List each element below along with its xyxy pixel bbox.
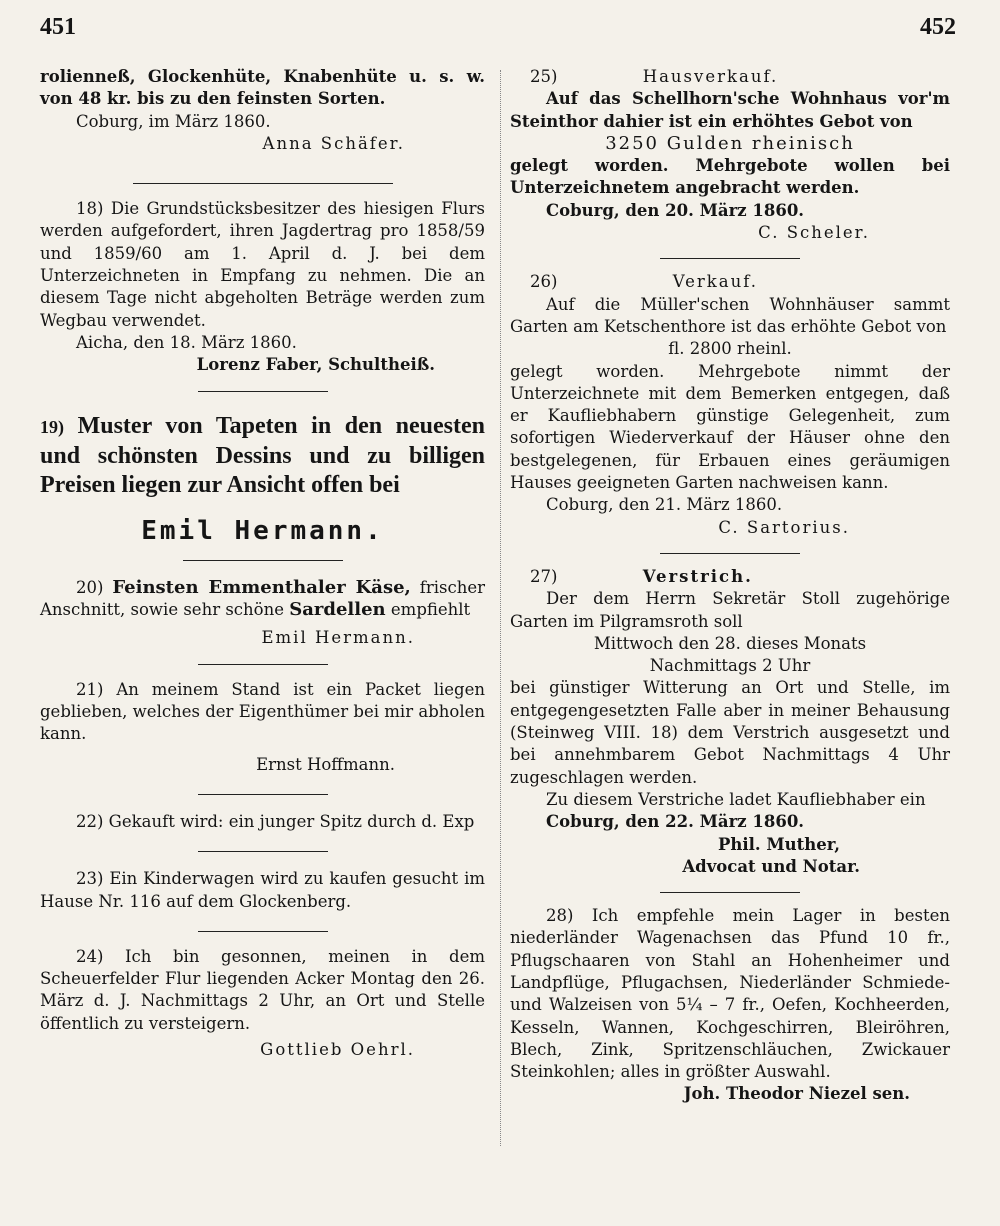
ad-27-text-2: bei günstiger Witterung an Ort und Stelle, im entgegengesetzten Falle aber in meiner Behausung (Steinweg VIII. 18) dem Verstrich ausgesetzt und bei annehmbarem Gebot Nachmittags 4 Uhr zugeschlagen werden. (510, 678, 950, 787)
ad-20-title-2: Sardellen (289, 599, 386, 621)
ad-26-place: Coburg, den 21. März 1860. (546, 495, 783, 515)
separator (198, 851, 328, 852)
separator (198, 664, 328, 665)
left-column (40, 66, 485, 1061)
ad-27-text-3: Zu diesem Verstriche ladet Kaufliebhaber ein (546, 789, 926, 809)
ad-26-signature: C. Sartorius. (718, 517, 850, 537)
ad-19-signature: Emil Hermann. (141, 515, 384, 546)
intro-place: Coburg, im März 1860. (76, 111, 271, 131)
ad-22-text: 22) Gekauft wird: ein junger Spitz durch d. Exp (76, 811, 475, 831)
ad-25-number: 25) (530, 67, 558, 86)
ad-25-title: Hausverkauf. (642, 67, 779, 86)
ad-18-signature: Lorenz Faber, Schultheiß. (196, 355, 435, 375)
ad-26-amount: fl. 2800 rheinl. (668, 339, 792, 359)
ad-20-number: 20) (76, 577, 104, 597)
ad-24-text: 24) Ich bin gesonnen, meinen in dem Scheuerfelder Flur liegenden Acker Montag den 26. März d. J. Nachmittags 2 Uhr, an Ort und Stelle öffentlich zu versteigern. (40, 946, 485, 1033)
ad-26-title: Verkauf. (672, 272, 758, 292)
ad-27-date: Mittwoch den 28. dieses Monats (593, 633, 867, 653)
intro-signature: Anna Schäfer. (262, 133, 405, 153)
ad-21-signature: Ernst Hoffmann. (256, 754, 395, 774)
ad-25-signature: C. Scheler. (758, 223, 870, 243)
ad-26-heading (510, 271, 950, 293)
ad-27-number: 27) (530, 566, 558, 586)
separator (133, 183, 393, 184)
ad-27-title: Verstrich. (642, 566, 753, 586)
ad-21-text: 21) An meinem Stand ist ein Packet liegen geblieben, welches der Eigenthümer bei mir abholen kann. (40, 679, 485, 744)
ad-26-number: 26) (530, 272, 558, 292)
ad-25-amount: 3250 Gulden rheinisch (605, 132, 855, 154)
ad-27-heading (510, 566, 950, 588)
ad-23-text: 23) Ein Kinderwagen wird zu kaufen gesucht im Hause Nr. 116 auf dem Glockenberg. (40, 869, 485, 911)
ad-25-place: Coburg, den 20. März 1860. (546, 200, 805, 220)
ad-20-body-2: empfiehlt (390, 600, 471, 620)
ad-20-signature: Emil Hermann. (261, 628, 415, 648)
ad-25-text-2: gelegt worden. Mehrgebote wollen bei Unterzeichnetem angebracht werden. (510, 156, 950, 198)
ad-19 (40, 412, 485, 500)
ad-27-signature-title: Advocat und Notar. (682, 856, 860, 876)
separator (660, 258, 800, 259)
ad-27-place: Coburg, den 22. März 1860. (546, 812, 805, 832)
ad-19-number: 19) (40, 416, 64, 437)
ad-28-signature: Joh. Theodor Niezel sen. (683, 1084, 910, 1104)
ad-18-place: Aicha, den 18. März 1860. (76, 332, 297, 352)
ad-28-text: 28) Ich empfehle mein Lager in besten niederländer Wagenachsen das Pfund 10 fr., Pflugschaaren von Stahl an Hohenheimer und Landpflüge, Pflugachsen, Niederländer Schmiede- und Walzeisen von 5¼ – 7 fr., Oefen, Kochheerden, Kesseln, Wannen, Kochgeschirren, Bleiröhren, Blech, Zink, Spritzenschläuchen, Zwickauer Steinkohlen; alles in größter Auswahl. (510, 906, 950, 1082)
intro-text: rolienneß, Glockenhüte, Knabenhüte u. s. w. von 48 kr. bis zu den feinsten Sorten. (40, 67, 485, 109)
ad-25-text: Auf das Schellhorn'sche Wohnhaus vor'm Steinthor dahier ist ein erhöhtes Gebot von (510, 89, 950, 131)
ad-24-signature: Gottlieb Oehrl. (260, 1040, 415, 1060)
separator (660, 892, 800, 893)
column-divider (500, 70, 501, 1146)
ad-18-text: 18) Die Grundstücksbesitzer des hiesigen Flurs werden aufgefordert, ihren Jagdertrag pro 1858/59 und 1859/60 am 1. April d. J. bei dem Unterzeichneten in Empfang zu nehmen. Die an diesem Tage nicht abgeholten Beträge werden zum Wegbau verwendet. (40, 199, 485, 330)
ad-20-title: Feinsten Emmenthaler Käse, (112, 576, 411, 598)
ad-25-heading (510, 66, 950, 88)
ad-26-text: Auf die Müller'schen Wohnhäuser sammt Garten am Ketschenthore ist das erhöhte Gebot von (510, 294, 950, 336)
right-column (510, 66, 950, 1106)
separator (198, 391, 328, 392)
ad-27-time: Nachmittags 2 Uhr (649, 656, 811, 676)
ad-26-text-2: gelegt worden. Mehrgebote nimmt der Unterzeichnete mit dem Bemerken entgegen, daß er Kaufliebhabern günstige Gelegenheit, zum sofortigen Wiederverkauf der Häuser ohne den bestgelegenen, für Erbauen eines geräumigen Hauses geeigneten Garten nachweisen kann. (510, 361, 950, 493)
page-number-left: 451 (40, 14, 76, 40)
ad-19-text: Muster von Tapeten in den neuesten und schönsten Dessins und zu billigen Preisen liegen zur Ansicht offen bei (40, 412, 486, 498)
ad-20-text (40, 577, 485, 622)
separator (660, 553, 800, 554)
separator (198, 931, 328, 932)
separator (183, 560, 343, 561)
ad-27-text: Der dem Herrn Sekretär Stoll zugehörige Garten im Pilgramsroth soll (510, 589, 950, 631)
page-number-right: 452 (920, 14, 956, 40)
ad-20-body: frischer Anschnitt, sowie sehr schöne (40, 577, 485, 620)
ad-27-signature: Phil. Muther, (717, 834, 840, 854)
separator (198, 794, 328, 795)
